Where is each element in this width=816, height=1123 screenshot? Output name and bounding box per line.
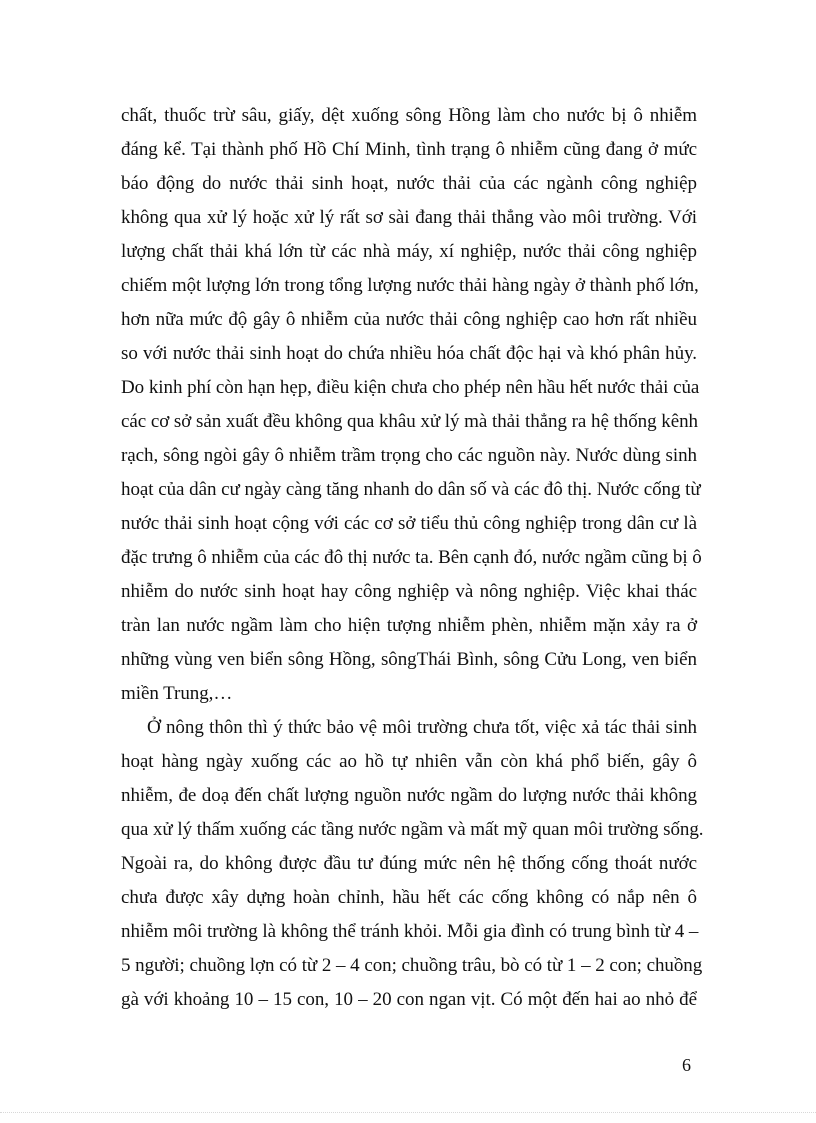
text-line: tràn lan nước ngầm làm cho hiện tượng nhiễm phèn, nhiễm mặn xảy ra ở bbox=[121, 615, 697, 636]
text-line: nhiễm, đe doạ đến chất lượng nguồn nước ngầm do lượng nước thải không bbox=[121, 785, 697, 806]
text-line: lượng chất thải khá lớn từ các nhà máy, xí nghiệp, nước thải công nghiệp bbox=[121, 241, 697, 262]
text-line: nhiễm do nước sinh hoạt hay công nghiệp và nông nghiệp. Việc khai thác bbox=[121, 581, 697, 602]
text-line: hơn nữa mức độ gây ô nhiễm của nước thải công nghiệp cao hơn rất nhiều bbox=[121, 309, 697, 330]
text-line: hoạt của dân cư ngày càng tăng nhanh do dân số và các đô thị. Nước cống từ bbox=[121, 479, 701, 500]
text-line: Ngoài ra, do không được đầu tư đúng mức nên hệ thống cống thoát nước bbox=[121, 853, 697, 874]
text-line: đặc trưng ô nhiễm của các đô thị nước ta. Bên cạnh đó, nước ngầm cũng bị ô bbox=[121, 547, 702, 568]
text-line: hoạt hàng ngày xuống các ao hồ tự nhiên vẫn còn khá phổ biến, gây ô bbox=[121, 751, 697, 772]
text-line: các cơ sở sản xuất đều không qua khâu xử lý mà thải thẳng ra hệ thống kênh bbox=[121, 411, 699, 432]
text-line: chưa được xây dựng hoàn chỉnh, hầu hết các cống không có nắp nên ô bbox=[121, 887, 697, 908]
text-line: chất, thuốc trừ sâu, giấy, dệt xuống sông Hồng làm cho nước bị ô nhiễm bbox=[121, 105, 697, 126]
page-number: 6 bbox=[682, 1055, 691, 1075]
text-line: 5 người; chuồng lợn có từ 2 – 4 con; chuồng trâu, bò có từ 1 – 2 con; chuồng bbox=[121, 955, 703, 976]
text-line: so với nước thải sinh hoạt do chứa nhiều hóa chất độc hại và khó phân hủy. bbox=[121, 343, 697, 364]
paragraph-first-line: Ở nông thôn thì ý thức bảo vệ môi trường chưa tốt, việc xả tác thải sinh bbox=[147, 717, 697, 738]
text-line: rạch, sông ngòi gây ô nhiễm trầm trọng cho các nguồn này. Nước dùng sinh bbox=[121, 445, 697, 466]
text-line: chiếm một lượng lớn trong tổng lượng nước thải hàng ngày ở thành phố lớn, bbox=[121, 275, 699, 296]
text-line: nhiễm môi trường là không thể tránh khỏi. Mỗi gia đình có trung bình từ 4 – bbox=[121, 921, 699, 942]
text-line: không qua xử lý hoặc xử lý rất sơ sài đang thải thẳng vào môi trường. Với bbox=[121, 207, 697, 228]
text-line: đáng kể. Tại thành phố Hồ Chí Minh, tình trạng ô nhiễm cũng đang ở mức bbox=[121, 139, 697, 160]
text-line: nước thải sinh hoạt cộng với các cơ sở tiểu thủ công nghiệp trong dân cư là bbox=[121, 513, 697, 534]
text-line: miền Trung,… bbox=[121, 683, 233, 704]
text-line: gà với khoảng 10 – 15 con, 10 – 20 con ngan vịt. Có một đến hai ao nhỏ để bbox=[121, 989, 697, 1010]
text-line: qua xử lý thấm xuống các tầng nước ngầm và mất mỹ quan môi trường sống. bbox=[121, 819, 704, 840]
page-bottom-divider bbox=[0, 1112, 816, 1113]
text-line: Do kinh phí còn hạn hẹp, điều kiện chưa cho phép nên hầu hết nước thải của bbox=[121, 377, 700, 398]
text-line: những vùng ven biển sông Hồng, sôngThái Bình, sông Cửu Long, ven biển bbox=[121, 649, 697, 670]
text-line: báo động do nước thải sinh hoạt, nước thải của các ngành công nghiệp bbox=[121, 173, 697, 194]
